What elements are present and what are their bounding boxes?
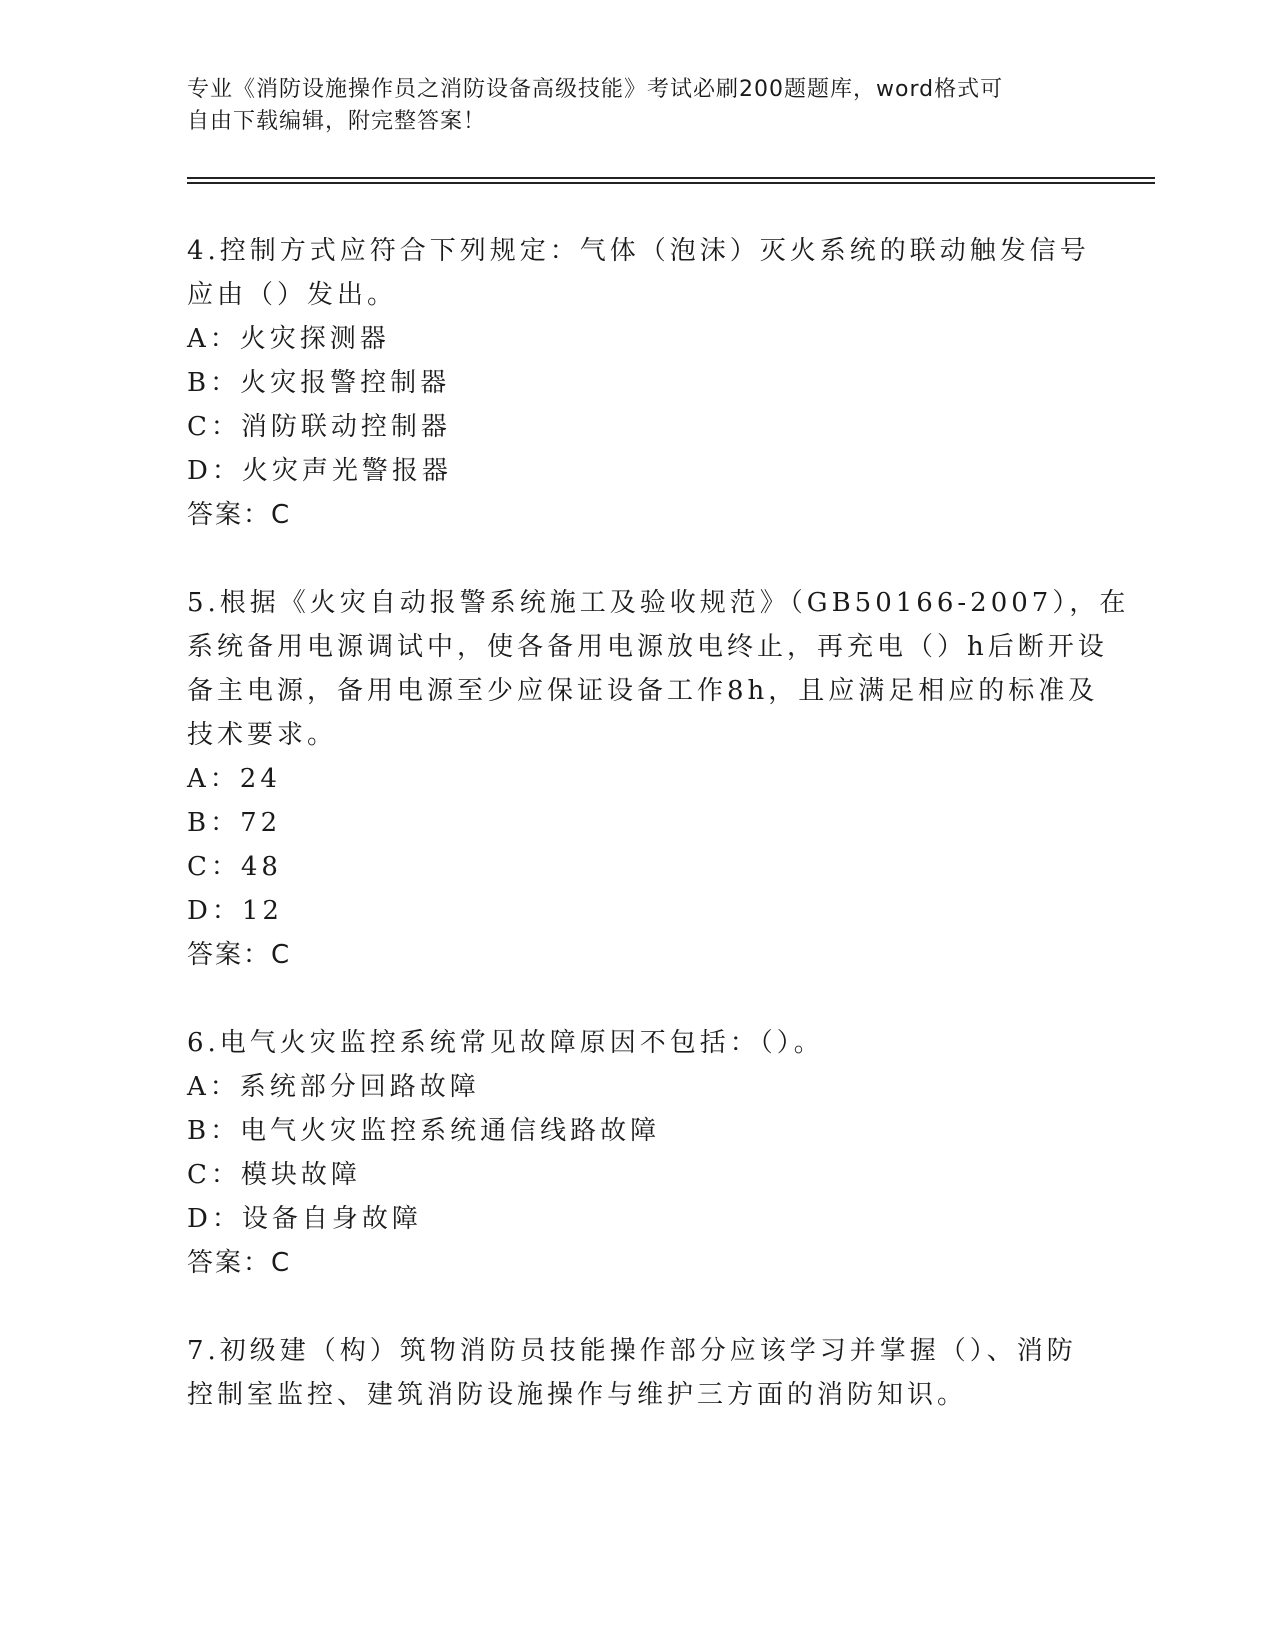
question-4-option-a: A：火灾探测器 [187, 324, 390, 354]
document-header [187, 74, 1087, 138]
question-5-option-b: B：72 [187, 808, 282, 838]
question-4-answer: 答案：C [187, 500, 292, 530]
question-5-stem-line-3: 备主电源，备用电源至少应保证设备工作8h，且应满足相应的标准及 [187, 676, 1099, 706]
question-6-option-c: C：模块故障 [187, 1160, 361, 1190]
question-5-option-a: A：24 [187, 764, 281, 794]
question-6-option-a: A：系统部分回路故障 [187, 1072, 480, 1102]
question-4-option-c: C：消防联动控制器 [187, 412, 451, 442]
question-7-stem-line-1: 7.初级建（构）筑物消防员技能操作部分应该学习并掌握（）、消防 [187, 1336, 1077, 1366]
header-line-2: 自由下载编辑，附完整答案！ [187, 109, 487, 134]
question-4-option-b: B：火灾报警控制器 [187, 368, 451, 398]
question-7-stem-line-2: 控制室监控、建筑消防设施操作与维护三方面的消防知识。 [187, 1380, 968, 1410]
question-4-stem-line-2: 应由（）发出。 [187, 280, 398, 310]
question-5-stem-line-4: 技术要求。 [187, 720, 338, 750]
header-divider-bottom [187, 182, 1155, 184]
header-line-1: 专业《消防设施操作员之消防设备高级技能》考试必刷200题题库，word格式可 [187, 77, 1004, 102]
question-5-stem-line-2: 系统备用电源调试中，使各备用电源放电终止，再充电（）h后断开设 [187, 632, 1108, 662]
header-divider-top [187, 177, 1155, 179]
question-6-option-d: D：设备自身故障 [187, 1204, 422, 1234]
question-5-option-d: D：12 [187, 896, 283, 926]
question-6-answer: 答案：C [187, 1248, 292, 1278]
question-4-option-d: D：火灾声光警报器 [187, 456, 452, 486]
question-4-stem-line-1: 4.控制方式应符合下列规定：气体（泡沫）灭火系统的联动触发信号 [187, 236, 1090, 266]
question-6-option-b: B：电气火灾监控系统通信线路故障 [187, 1116, 661, 1146]
question-5-option-c: C：48 [187, 852, 282, 882]
question-5-stem-line-1: 5.根据《火灾自动报警系统施工及验收规范》（GB50166-2007），在 [187, 588, 1130, 618]
question-5-answer: 答案：C [187, 940, 292, 970]
question-6-stem-line-1: 6.电气火灾监控系统常见故障原因不包括：（）。 [187, 1028, 824, 1058]
